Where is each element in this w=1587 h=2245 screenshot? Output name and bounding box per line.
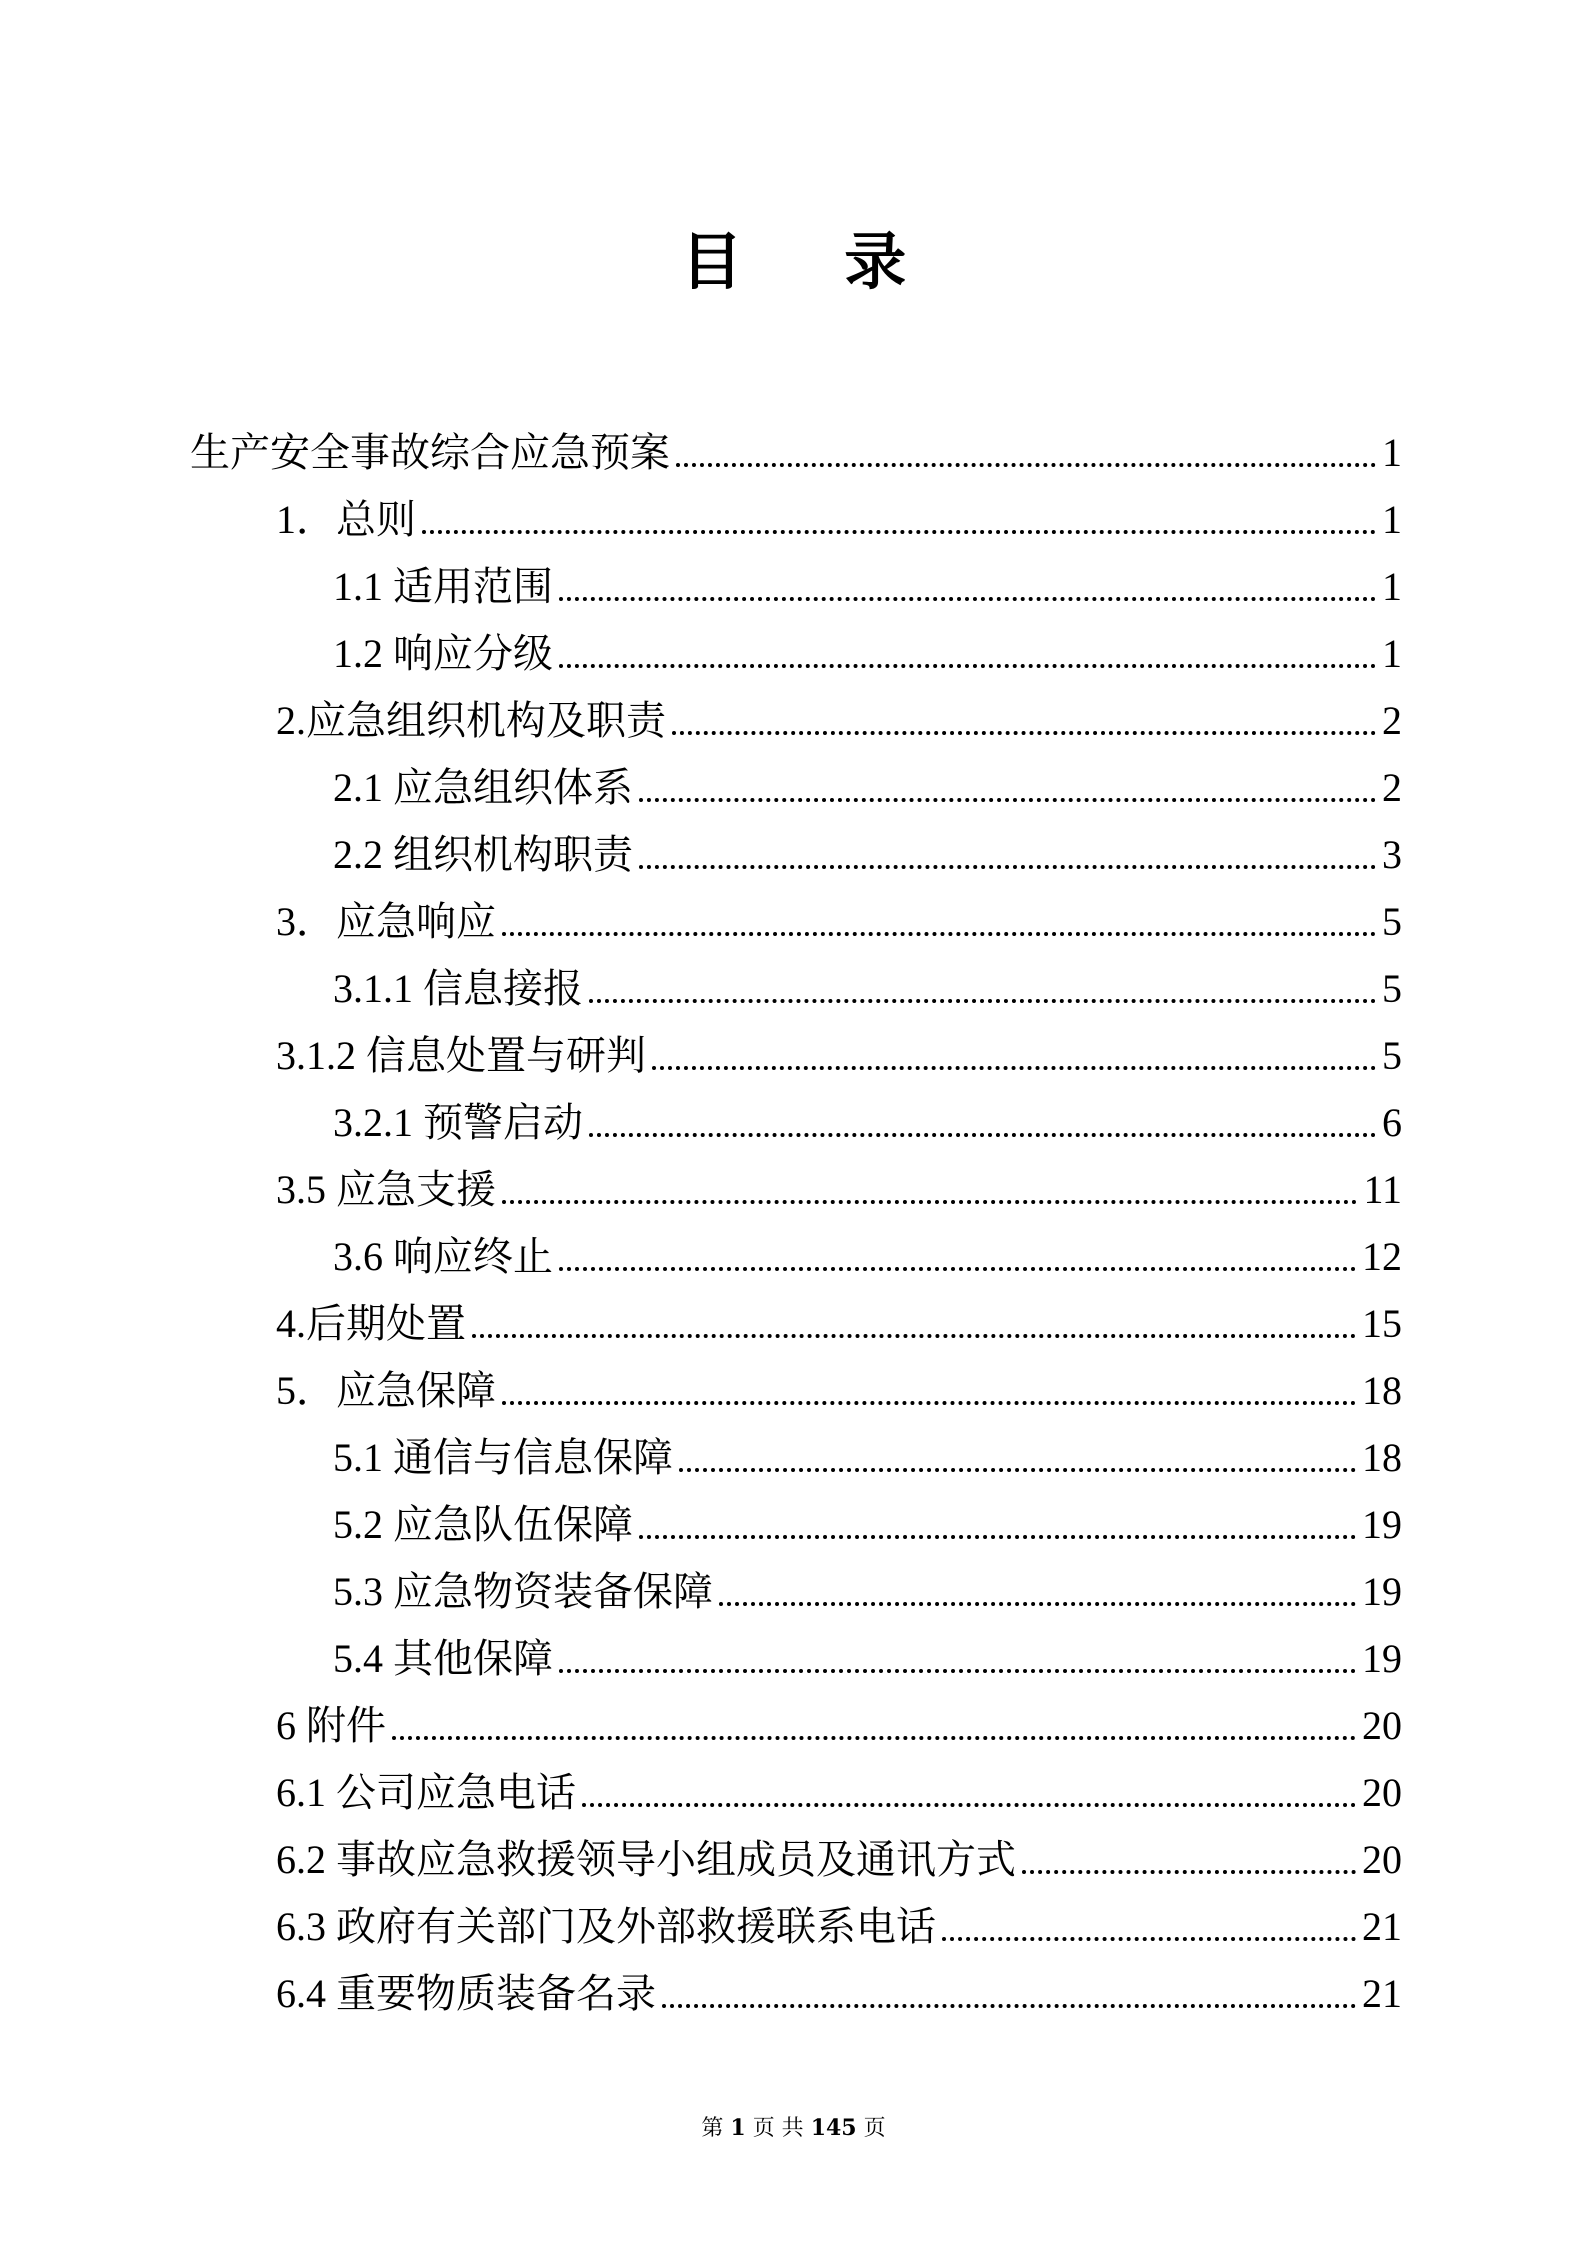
toc-entry-title: 3.5 应急支援 xyxy=(276,1167,496,1213)
toc-page-number: 11 xyxy=(1363,1167,1402,1212)
toc-entry[interactable] xyxy=(333,1216,1402,1283)
toc-entry[interactable] xyxy=(333,948,1402,1015)
toc-page-number: 18 xyxy=(1362,1435,1402,1480)
toc-leader-dots xyxy=(392,1728,1356,1740)
toc-leader-dots xyxy=(676,455,1376,467)
toc-leader-dots xyxy=(942,1929,1356,1941)
toc-page-number: 19 xyxy=(1362,1636,1402,1681)
toc-page-number: 21 xyxy=(1362,1904,1402,1949)
toc-entry-title: 生产安全事故综合应急预案 xyxy=(190,430,670,476)
toc-leader-dots xyxy=(589,1125,1376,1137)
toc-entry[interactable] xyxy=(276,1350,1402,1417)
toc-leader-dots xyxy=(559,589,1376,601)
toc-entry[interactable] xyxy=(333,1417,1402,1484)
footer-mid: 页 共 xyxy=(752,2116,804,2141)
toc-leader-dots xyxy=(639,857,1376,869)
toc-entry[interactable] xyxy=(276,1283,1402,1350)
toc-entry-title: 3.6 响应终止 xyxy=(333,1234,553,1280)
toc-entry-title: 3.1.1 信息接报 xyxy=(333,966,583,1012)
toc-entry[interactable] xyxy=(333,814,1402,881)
toc-entry-title: 5.3 应急物资装备保障 xyxy=(333,1569,713,1615)
toc-entry-title: 5.1 通信与信息保障 xyxy=(333,1435,673,1481)
toc-page-number: 5 xyxy=(1382,899,1402,944)
toc-leader-dots xyxy=(502,1192,1357,1204)
toc-entry-title: 6 附件 xyxy=(276,1703,386,1749)
toc-page-number: 20 xyxy=(1362,1837,1402,1882)
toc-entry-title: 2.应急组织机构及职责 xyxy=(276,698,666,744)
toc-entry[interactable] xyxy=(333,747,1402,814)
toc-entry-title: 1.2 响应分级 xyxy=(333,631,553,677)
toc-entry-title: 5．应急保障 xyxy=(276,1368,496,1414)
toc-leader-dots xyxy=(672,723,1376,735)
toc-entry[interactable] xyxy=(276,1819,1402,1886)
toc-entry-title: 4.后期处置 xyxy=(276,1301,466,1347)
toc-entry[interactable] xyxy=(276,1953,1402,2020)
page-footer xyxy=(0,2113,1587,2144)
toc-page-number: 3 xyxy=(1382,832,1402,877)
page-title: 目 录 xyxy=(680,225,947,298)
toc-entry[interactable] xyxy=(190,412,1402,479)
toc-page-number: 6 xyxy=(1382,1100,1402,1145)
toc-leader-dots xyxy=(472,1326,1356,1338)
toc-entry[interactable] xyxy=(333,546,1402,613)
toc-page-number: 18 xyxy=(1362,1368,1402,1413)
footer-prefix: 第 xyxy=(701,2116,724,2141)
toc-leader-dots xyxy=(679,1460,1356,1472)
toc-entry-title: 6.4 重要物质装备名录 xyxy=(276,1971,656,2017)
toc-page-number: 19 xyxy=(1362,1502,1402,1547)
toc-leader-dots xyxy=(662,1996,1356,2008)
toc-page-number: 2 xyxy=(1382,765,1402,810)
toc-entry-title: 3.1.2 信息处置与研判 xyxy=(276,1033,646,1079)
toc-entry[interactable] xyxy=(276,1685,1402,1752)
toc-leader-dots xyxy=(589,991,1376,1003)
toc-page-number: 21 xyxy=(1362,1971,1402,2016)
footer-current-page: 1 xyxy=(730,2115,746,2141)
toc-page-number: 20 xyxy=(1362,1770,1402,1815)
toc-page-number: 1 xyxy=(1382,430,1402,475)
toc-entry-title: 2.2 组织机构职责 xyxy=(333,832,633,878)
toc-entry-title: 1.1 适用范围 xyxy=(333,564,553,610)
toc-entry[interactable] xyxy=(333,1551,1402,1618)
toc-entry[interactable] xyxy=(276,881,1402,948)
toc-leader-dots xyxy=(582,1795,1356,1807)
toc-page-number: 5 xyxy=(1382,1033,1402,1078)
toc-entry[interactable] xyxy=(276,1752,1402,1819)
toc-page-number: 1 xyxy=(1382,564,1402,609)
toc-leader-dots xyxy=(422,522,1376,534)
toc-entry-title: 6.1 公司应急电话 xyxy=(276,1770,576,1816)
toc-entry-title: 3．应急响应 xyxy=(276,899,496,945)
toc-leader-dots xyxy=(719,1594,1356,1606)
toc-entry-title: 5.4 其他保障 xyxy=(333,1636,553,1682)
toc-leader-dots xyxy=(639,1527,1356,1539)
toc-page-number: 2 xyxy=(1382,698,1402,743)
toc-entry-title: 6.2 事故应急救援领导小组成员及通讯方式 xyxy=(276,1837,1016,1883)
toc-entry[interactable] xyxy=(276,1149,1402,1216)
toc-entry[interactable] xyxy=(276,1015,1402,1082)
toc-entry[interactable] xyxy=(333,613,1402,680)
toc-leader-dots xyxy=(652,1058,1376,1070)
toc-entry-title: 6.3 政府有关部门及外部救援联系电话 xyxy=(276,1904,936,1950)
toc-entry-title: 2.1 应急组织体系 xyxy=(333,765,633,811)
toc-entry[interactable] xyxy=(333,1484,1402,1551)
toc-entry[interactable] xyxy=(276,479,1402,546)
toc-page-number: 1 xyxy=(1382,631,1402,676)
toc-leader-dots xyxy=(502,924,1376,936)
toc-entry[interactable] xyxy=(276,680,1402,747)
toc-leader-dots xyxy=(559,656,1376,668)
toc-page-number: 5 xyxy=(1382,966,1402,1011)
toc-page-number: 19 xyxy=(1362,1569,1402,1614)
footer-total-pages: 145 xyxy=(810,2115,857,2141)
toc-entry-title: 3.2.1 预警启动 xyxy=(333,1100,583,1146)
toc-entry[interactable] xyxy=(333,1082,1402,1149)
toc-entry[interactable] xyxy=(333,1618,1402,1685)
toc-leader-dots xyxy=(1022,1862,1356,1874)
toc-page-number: 15 xyxy=(1362,1301,1402,1346)
toc-page-number: 20 xyxy=(1362,1703,1402,1748)
toc-leader-dots xyxy=(639,790,1376,802)
toc-entry-title: 5.2 应急队伍保障 xyxy=(333,1502,633,1548)
toc-page-number: 1 xyxy=(1382,497,1402,542)
toc-leader-dots xyxy=(559,1661,1356,1673)
toc-leader-dots xyxy=(502,1393,1356,1405)
footer-suffix: 页 xyxy=(863,2116,886,2141)
toc-entry[interactable] xyxy=(276,1886,1402,1953)
toc-entry-title: 1．总则 xyxy=(276,497,416,543)
toc-leader-dots xyxy=(559,1259,1356,1271)
toc-page-number: 12 xyxy=(1362,1234,1402,1279)
